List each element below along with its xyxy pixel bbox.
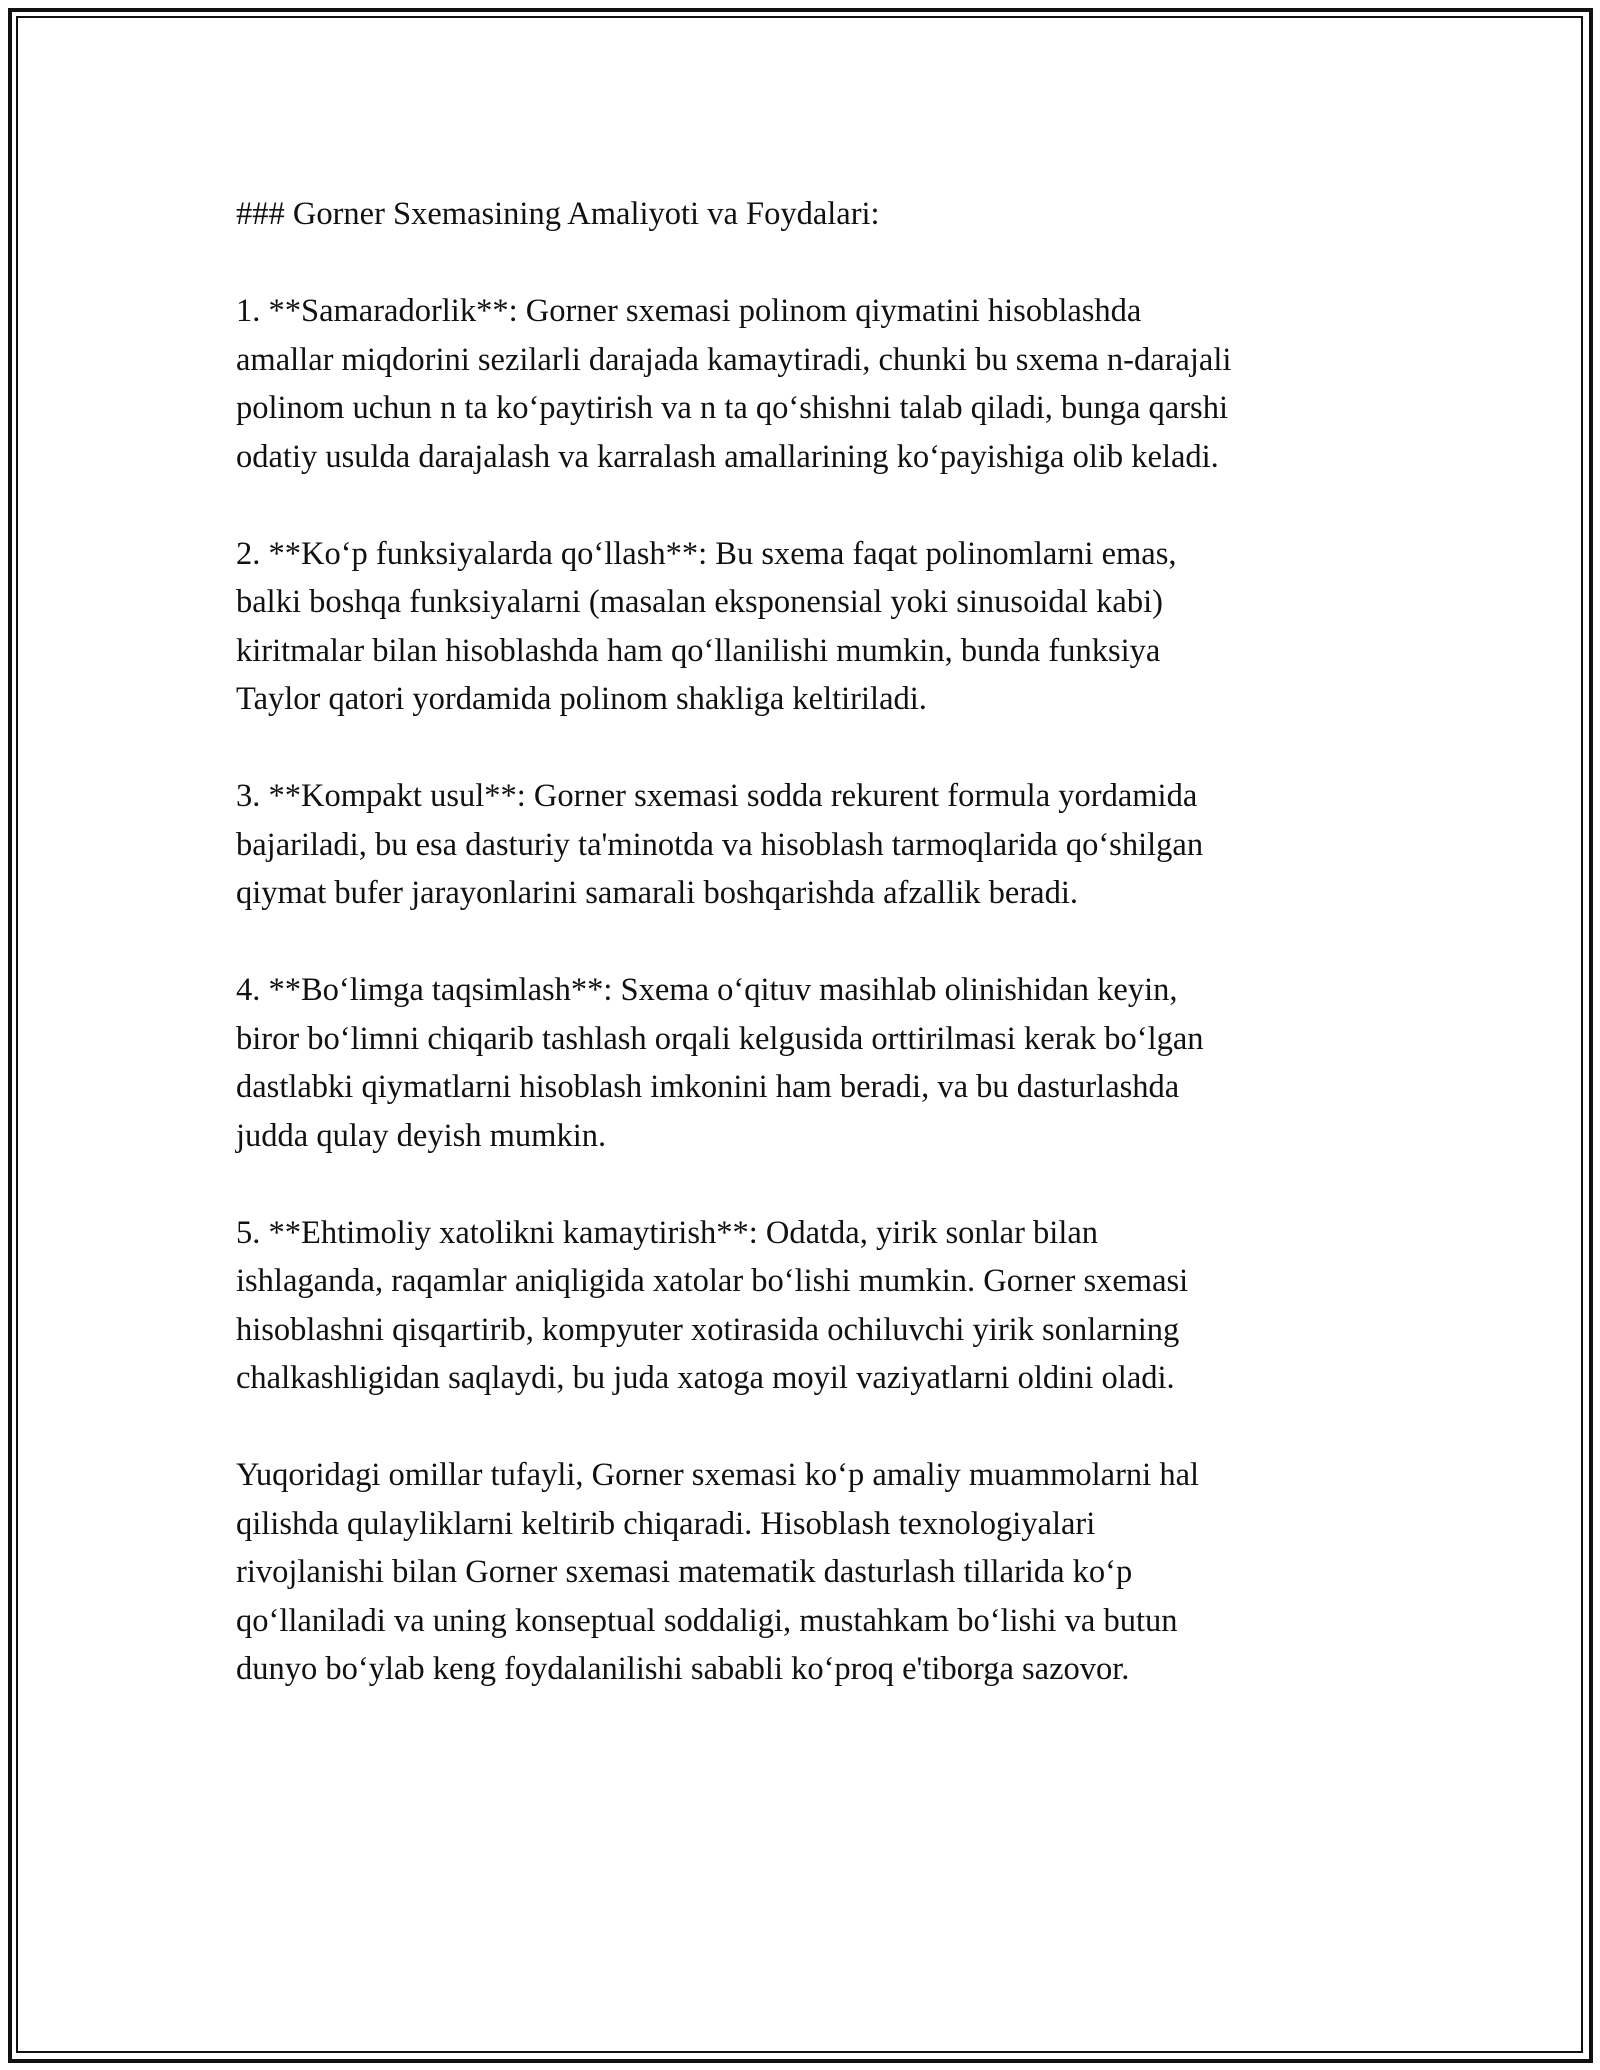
paragraph-ehtimoliy-xatolik — [236, 1209, 1396, 1403]
text-line: odatiy usulda darajalash va karralash amallarining ko‘payishiga olib keladi. — [236, 438, 1219, 475]
text-line: ishlaganda, raqamlar aniqligida xatolar bo‘lishi mumkin. Gorner sxemasi — [236, 1263, 1189, 1299]
paragraph-bolimga-taqsimlash — [236, 966, 1396, 1160]
text-line: bajariladi, bu esa dasturiy ta'minotda va hisoblash tarmoqlarida qo‘shilgan — [236, 826, 1204, 863]
text-line: kiritmalar bilan hisoblashda ham qo‘llanilishi mumkin, bunda funksiya — [236, 632, 1161, 669]
text-line: qilishda qulayliklarni keltirib chiqaradi. Hisoblash texnologiyalari — [236, 1505, 1096, 1542]
text-line: rivojlanishi bilan Gorner sxemasi matematik dasturlash tillarida ko‘p — [236, 1554, 1133, 1590]
text-line: polinom uchun n ta ko‘paytirish va n ta qo‘shishni talab qiladi, bunga qarshi — [236, 390, 1228, 426]
document-heading: ### Gorner Sxemasining Amaliyoti va Foydalari: — [236, 196, 880, 232]
text-line: dastlabki qiymatlarni hisoblash imkonini ham beradi, va bu dasturlashda — [236, 1069, 1180, 1105]
paragraph-kop-funksiyalarda — [236, 530, 1396, 724]
text-line: hisoblashni qisqartirib, kompyuter xotirasida ochiluvchi yirik sonlarning — [236, 1311, 1180, 1348]
text-line: amallar miqdorini sezilarli darajada kamaytiradi, chunki bu sxema n-darajali — [236, 341, 1232, 378]
paragraph-samaradorlik — [236, 287, 1396, 481]
text-line: chalkashligidan saqlaydi, bu juda xatoga moyil vaziyatlarni oldini oladi. — [236, 1360, 1175, 1396]
text-line: qo‘llaniladi va uning konseptual soddaligi, mustahkam bo‘lishi va butun — [236, 1602, 1178, 1639]
text-line: 1. **Samaradorlik**: Gorner sxemasi polinom qiymatini hisoblashda — [236, 293, 1142, 329]
text-line: dunyo bo‘ylab keng foydalanilishi sababli ko‘proq e'tiborga sazovor. — [236, 1651, 1130, 1687]
text-line: balki boshqa funksiyalarni (masalan eksponensial yoki sinusoidal kabi) — [236, 584, 1163, 620]
text-line: 3. **Kompakt usul**: Gorner sxemasi sodda rekurent formula yordamida — [236, 778, 1198, 814]
text-line: biror bo‘limni chiqarib tashlash orqali kelgusida orttirilmasi kerak bo‘lgan — [236, 1020, 1204, 1057]
text-line: judda qulay deyish mumkin. — [236, 1117, 607, 1154]
text-line: 2. **Ko‘p funksiyalarda qo‘llash**: Bu sxema faqat polinomlarni emas, — [236, 535, 1177, 572]
paragraph-conclusion — [236, 1451, 1396, 1694]
text-line: 4. **Bo‘limga taqsimlash**: Sxema o‘qituv masihlab olinishidan keyin, — [236, 972, 1178, 1008]
document-body — [236, 190, 1396, 1742]
text-line: 5. **Ehtimoliy xatolikni kamaytirish**: Odatda, yirik sonlar bilan — [236, 1214, 1099, 1251]
text-line: qiymat bufer jarayonlarini samarali boshqarishda afzallik beradi. — [236, 875, 1078, 911]
paragraph-kompakt-usul — [236, 772, 1396, 918]
text-line: Taylor qatori yordamida polinom shakliga keltiriladi. — [236, 681, 927, 717]
text-line: Yuqoridagi omillar tufayli, Gorner sxemasi ko‘p amaliy muammolarni hal — [236, 1457, 1200, 1493]
